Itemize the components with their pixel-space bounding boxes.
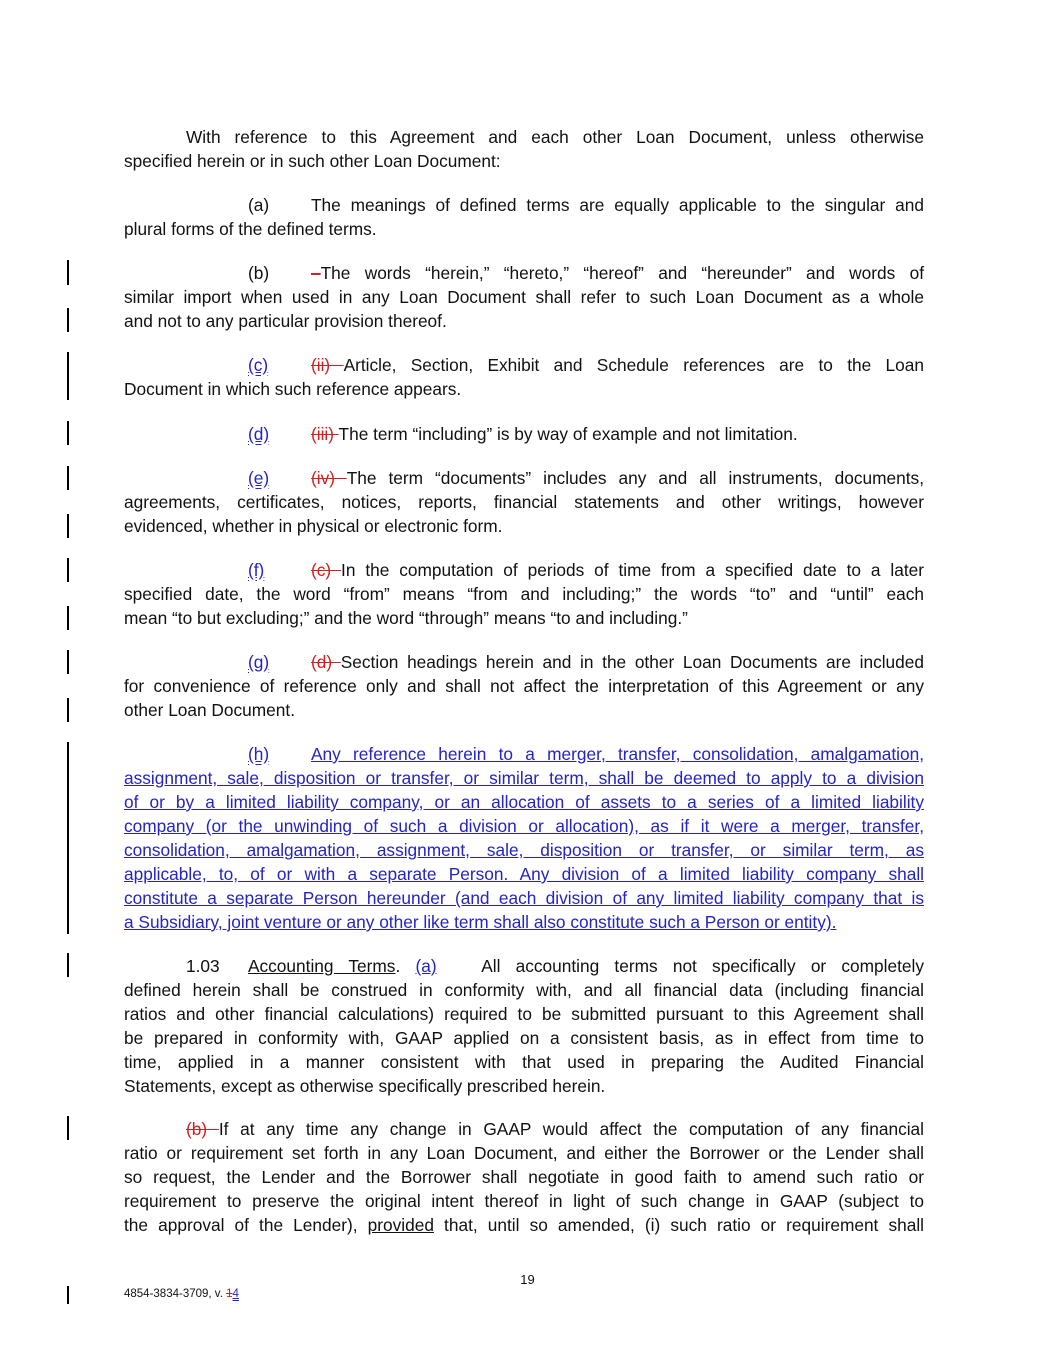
change-bar bbox=[67, 466, 69, 490]
gaap-change-paragraph: (b) If at any time any change in GAAP would affect the computation of any financial ratio or requirement set forth in any Loan Document, and either the Borrower or the Lender shall so request, the Lender and the Borrower shall negotiate in good faith to amend such ratio or requirement to preserve the original intent thereof in light of such change in GAAP (subject to the approval of the Lender), provided that, until so amended, (i) such ratio or requirement shall bbox=[124, 1119, 925, 1235]
change-bar bbox=[67, 421, 69, 445]
change-bar bbox=[67, 606, 69, 630]
clause-b: (b) –The words “herein,” “hereto,” “hereof” and “hereunder” and words of similar import when used in any Loan Document shall refer to such Loan Document as a whole and not to any particular provision thereof. bbox=[124, 263, 924, 331]
clause-c: (c) (ii) Article, Section, Exhibit and Schedule references are to the Loan Document in which such reference appears. bbox=[124, 355, 924, 399]
inserted-label: (h) bbox=[248, 744, 270, 764]
inserted-label: (g) bbox=[248, 652, 270, 672]
inserted-label: (f) bbox=[248, 560, 265, 580]
inserted-version: 4 bbox=[232, 1288, 239, 1300]
inserted-label: (c) bbox=[248, 355, 269, 375]
change-bar bbox=[67, 1116, 69, 1140]
deleted-text: (iv) bbox=[311, 468, 347, 488]
change-bar bbox=[67, 558, 69, 582]
change-bar bbox=[67, 698, 69, 722]
deleted-text: (ii) bbox=[311, 355, 344, 375]
deleted-text: – bbox=[311, 263, 321, 283]
clause-a: (a) The meanings of defined terms are equally applicable to the singular and plural forms of the defined terms. bbox=[124, 195, 924, 239]
change-bar bbox=[67, 1286, 69, 1304]
section-number: 1.03 bbox=[186, 956, 220, 976]
change-bar bbox=[67, 352, 69, 400]
clause-label: (b) bbox=[248, 263, 270, 283]
section-1-03: 1.03 Accounting Terms. (a) All accounting terms not specifically or completely defined herein shall be construed in conformity with, and all financial data (including financial ratios and other financial calculations) required to be submitted pursuant to this Agreement shall be prepared in conformity with, GAAP applied on a consistent basis, as in effect from time to time, applied in a manner consistent with that used in preparing the Audited Financial Statements, except as otherwise specifically prescribed herein. bbox=[124, 956, 924, 1096]
deleted-text: (iii) bbox=[311, 424, 339, 444]
deleted-text: (b) bbox=[186, 1119, 219, 1139]
intro-paragraph: With reference to this Agreement and each other Loan Document, unless otherwise specified herein or in such other Loan Document: bbox=[124, 127, 924, 171]
section-heading: Accounting Terms bbox=[248, 956, 396, 976]
change-bar bbox=[67, 308, 69, 332]
deleted-version: 1 bbox=[226, 1288, 233, 1300]
page-number: 19 bbox=[520, 1272, 535, 1287]
inserted-label: (e) bbox=[248, 468, 270, 488]
clause-e: (e) (iv) The term “documents” includes any and all instruments, documents, agreements, certificates, notices, reports, financial statements and other writings, however evidenced, whether in physical or electronic form. bbox=[124, 468, 924, 536]
clause-f: (f) (c) In the computation of periods of time from a specified date to a later specified date, the word “from” means “from and including;” the words “to” and “until” each mean “to but excluding;” and the word “through” means “to and including.” bbox=[124, 560, 924, 628]
document-id: 4854-3834-3709, v. 14 bbox=[124, 1288, 239, 1300]
change-bar bbox=[67, 514, 69, 538]
clause-g: (g) (d) Section headings herein and in the other Loan Documents are included for convenience of reference only and shall not affect the interpretation of this Agreement or any other Loan Document. bbox=[124, 652, 925, 720]
inserted-label: (a) bbox=[415, 956, 437, 976]
deleted-text: (d) bbox=[311, 652, 341, 672]
change-bar bbox=[67, 742, 69, 934]
inserted-label: (d) bbox=[248, 424, 270, 444]
clause-label: (a) bbox=[248, 195, 270, 215]
deleted-text: (c) bbox=[311, 560, 342, 580]
clause-d: (d) (iii) The term “including” is by way of example and not limitation. bbox=[248, 424, 798, 444]
change-bar bbox=[67, 953, 69, 977]
change-bar bbox=[67, 650, 69, 674]
change-bar bbox=[67, 260, 69, 285]
clause-h-inserted: (h) Any reference herein to a merger, transfer, consolidation, amalgamation, assignment, sale, disposition or transfer, or similar term, shall be deemed to apply to a division of or by a limited liability company, or an allocation of assets to a series of a limited liability company (or the unwinding of such a division or allocation), as if it were a merger, transfer, consolidation, amalgamation, assignment, sale, disposition or transfer, or similar term, as applicable, to, of or with a separate Person. Any division of a limited liability company shall constitute a separate Person hereunder (and each division of any limited liability company that is a Subsidiary, joint venture or any other like term shall also constitute such a Person or entity). bbox=[124, 744, 924, 932]
